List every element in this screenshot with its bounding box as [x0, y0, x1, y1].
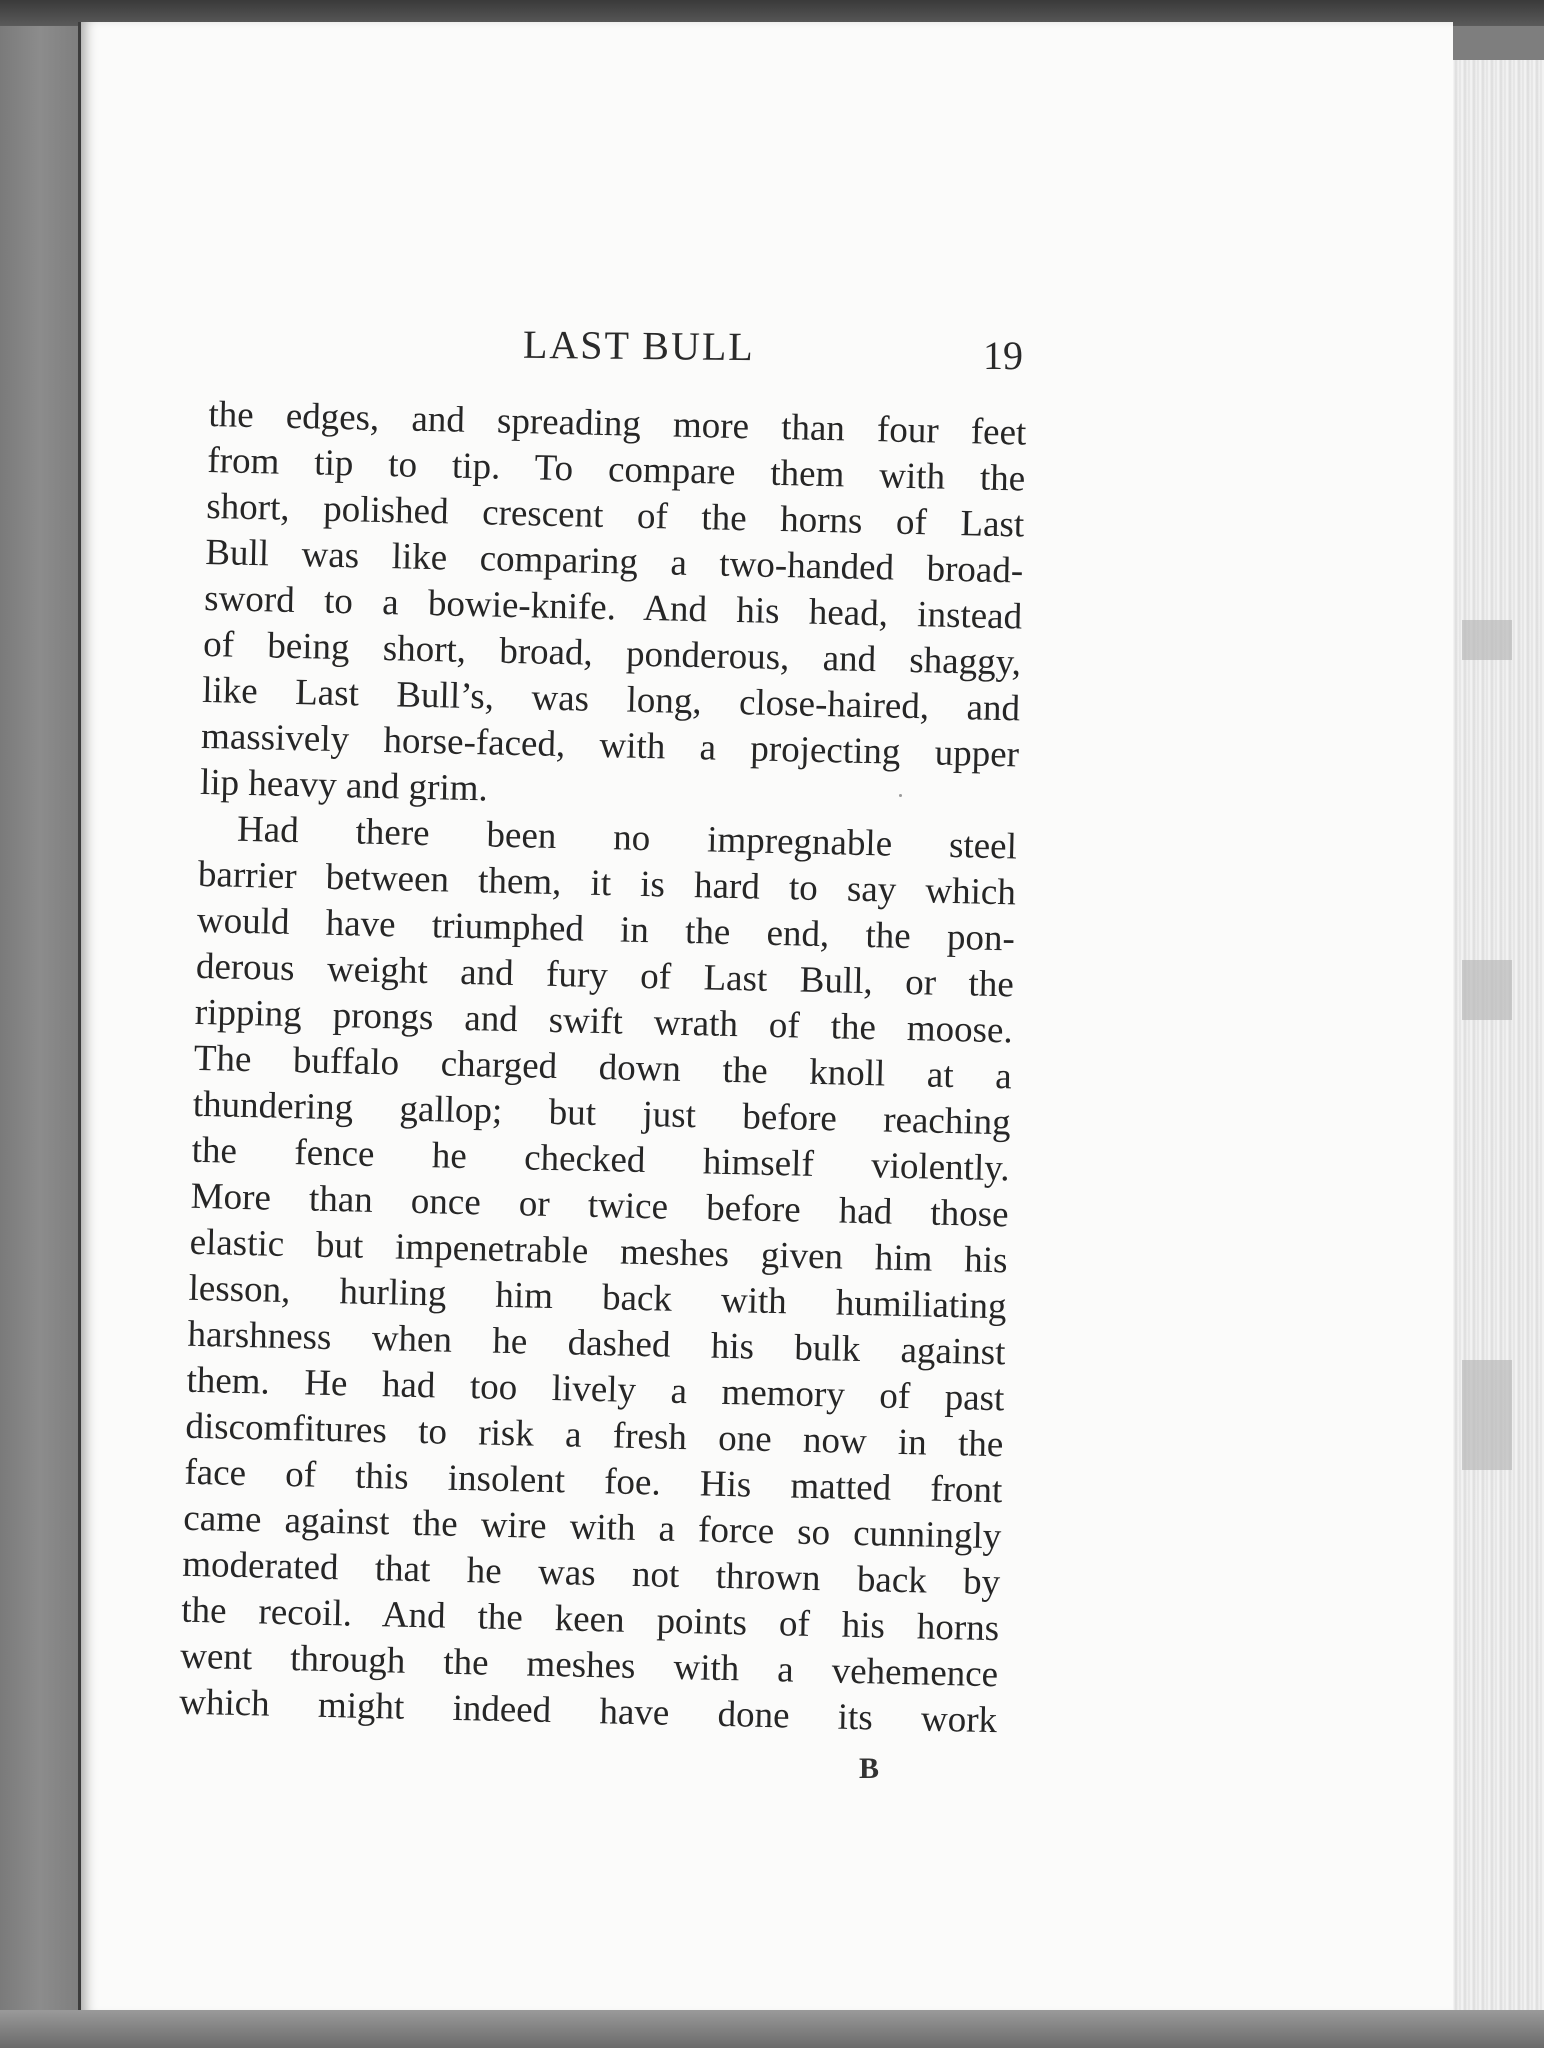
body-text	[179, 392, 1027, 1750]
signature-mark: B	[859, 1752, 880, 1785]
text-line: The buffalo charged down the knoll at a	[193, 1037, 1013, 1098]
book-page	[78, 22, 1453, 2014]
text-line: thundering gallop; but just before reaching	[192, 1083, 1012, 1144]
text-line: More than once or twice before had those	[190, 1175, 1010, 1236]
text-line: the edges, and spreading more than four feet	[208, 393, 1027, 454]
text-line: harshness when he dashed his bulk against	[187, 1313, 1006, 1374]
text-line: moderated that he was not thrown back by	[181, 1543, 1001, 1604]
edge-mark	[1462, 960, 1512, 1020]
text-line: came against the wire with a force so cunningly	[182, 1497, 1002, 1558]
page-number: 19	[983, 333, 1023, 378]
text-line: derous weight and fury of Last Bull, or the	[195, 945, 1015, 1006]
text-line: went through the meshes with a vehemence	[179, 1635, 999, 1696]
text-line: elastic but impenetrable meshes given him his	[189, 1221, 1008, 1282]
text-line: short, polished crescent of the horns of Last	[205, 485, 1025, 546]
text-line: which might indeed have done its work	[178, 1681, 998, 1742]
text-line: face of this insolent foe. His matted front	[184, 1451, 1003, 1512]
text-line: sword to a bowie-knife. And his head, instead	[203, 577, 1023, 638]
text-line: from tip to tip. To compare them with the	[206, 439, 1026, 500]
page-header	[81, 322, 1453, 382]
text-line: barrier between them, it is hard to say which	[197, 853, 1017, 914]
text-line: lesson, hurling him back with humiliating	[188, 1267, 1007, 1328]
text-line: discomfitures to risk a fresh one now in the	[185, 1405, 1004, 1466]
text-line: like Last Bull’s, was long, close-haired, and	[201, 669, 1021, 730]
text-line: the fence he checked himself violently.	[191, 1129, 1011, 1190]
scanner-bottom-edge	[0, 2010, 1544, 2048]
text-line: Bull was like comparing a two-handed broad-	[204, 531, 1024, 592]
edge-mark	[1462, 1360, 1512, 1470]
text-line: massively horse-faced, with a projecting upper	[200, 715, 1020, 776]
text-line: them. He had too lively a memory of past	[186, 1359, 1005, 1420]
running-title: LAST BULL	[522, 321, 755, 370]
text-line: lip heavy and grim.	[199, 761, 489, 810]
text-line: Had there been no impregnable steel	[236, 808, 1018, 868]
edge-mark	[1462, 620, 1512, 660]
text-line: ripping prongs and swift wrath of the moose.	[194, 991, 1014, 1052]
text-line: of being short, broad, ponderous, and shaggy,	[202, 623, 1022, 684]
text-line: the recoil. And the keen points of his horns	[180, 1589, 1000, 1650]
text-line: would have triumphed in the end, the pon-	[196, 899, 1016, 960]
paper-speck	[899, 794, 902, 797]
